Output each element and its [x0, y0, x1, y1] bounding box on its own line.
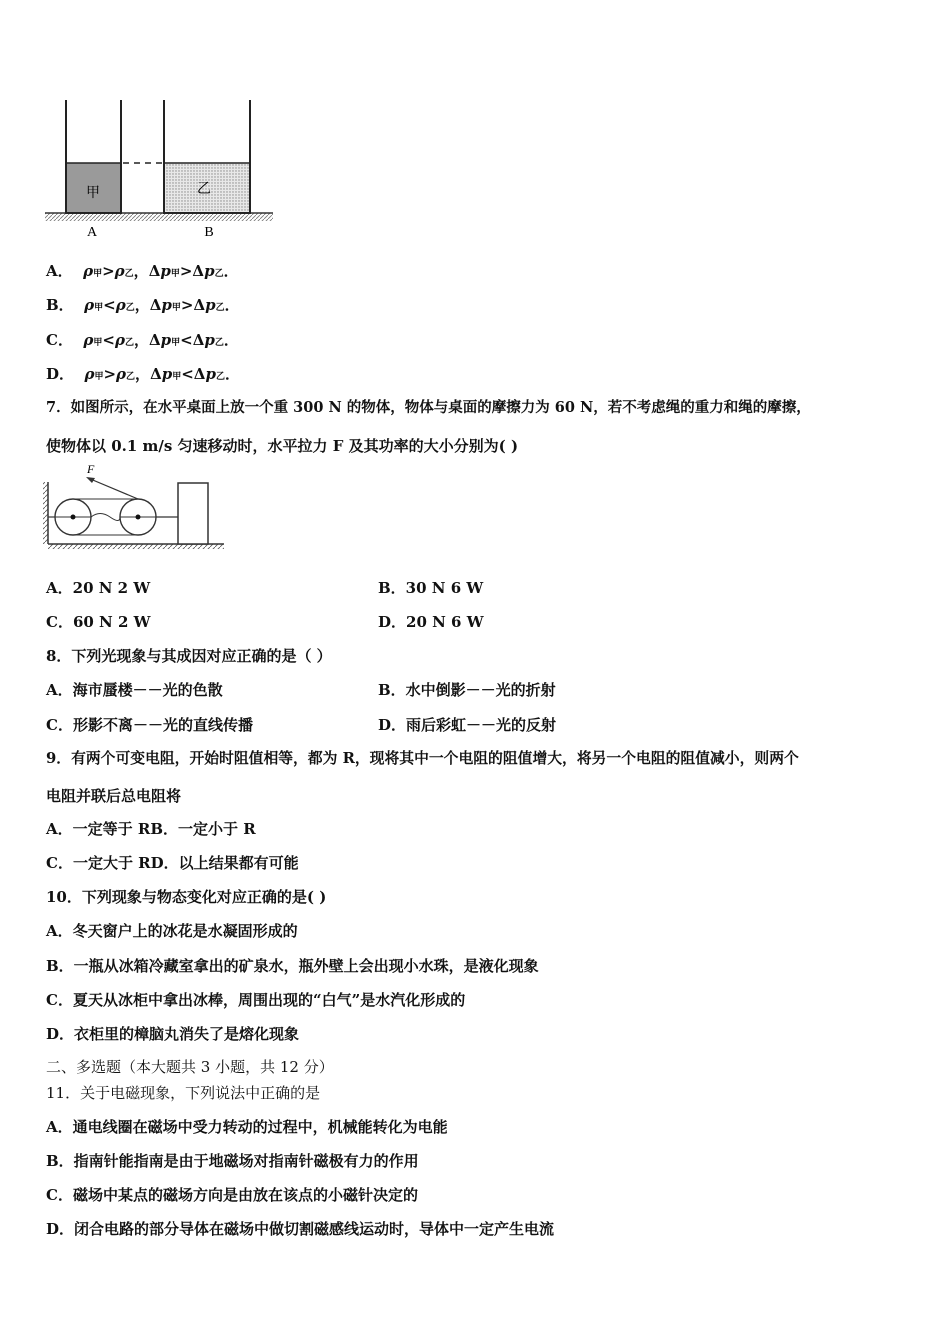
q7-option-d: D．20 N 6 W — [378, 613, 484, 631]
q11-option-d: D．闭合电路的部分导体在磁场中做切割磁感线运动时，导体中一定产生电流 — [46, 1220, 555, 1238]
q7-stem-line2: 使物体以 0.1 m/s 匀速移动时，水平拉力 F 及其功率的大小分别为( ) — [46, 437, 519, 455]
q8-option-c: C．形影不离－－光的直线传播 — [46, 716, 253, 734]
q6-option-d: D． ρ甲>ρ乙，Δp甲<Δp乙． — [46, 365, 240, 383]
section-heading-multi-choice: 二、多选题（本大题共 3 小题，共 12 分） — [46, 1058, 334, 1076]
q8-option-b: B．水中倒影－－光的折射 — [378, 681, 556, 699]
q9-stem-line1: 9．有两个可变电阻，开始时阻值相等，都为 R，现将其中一个电阻的阻值增大，将另一个电阻的阻值减小，则两个 — [46, 750, 799, 767]
label-b: B — [204, 225, 214, 240]
label-a: A — [86, 225, 98, 240]
block — [178, 483, 208, 544]
rope-pull — [88, 478, 138, 499]
q11-option-a: A．通电线圈在磁场中受力转动的过程中，机械能转化为电能 — [46, 1118, 448, 1136]
q11-option-c: C．磁场中某点的磁场方向是由放在该点的小磁针决定的 — [46, 1186, 418, 1204]
q10-option-a: A．冬天窗户上的冰花是水凝固形成的 — [46, 922, 298, 940]
q11-stem: 11．关于电磁现象，下列说法中正确的是 — [46, 1084, 321, 1102]
q6-option-a: A． ρ甲>ρ乙，Δp甲>Δp乙． — [46, 262, 239, 280]
q10-option-c: C．夏天从冰柜中拿出冰棒，周围出现的“白气”是水汽化形成的 — [46, 991, 466, 1009]
q7-option-c: C．60 N 2 W — [46, 613, 151, 631]
q8-option-a: A．海市蜃楼－－光的色散 — [46, 681, 223, 699]
containers-figure — [40, 95, 280, 245]
q6-option-b: B． ρ甲<ρ乙，Δp甲>Δp乙． — [46, 296, 240, 314]
q11-option-b: B．指南针能指南是由于地磁场对指南针磁极有力的作用 — [46, 1152, 419, 1170]
q10-stem: 10．下列现象与物态变化对应正确的是( ) — [46, 888, 327, 906]
q7-option-b: B．30 N 6 W — [378, 579, 484, 597]
ground-base — [45, 213, 273, 221]
q8-stem: 8．下列光现象与其成因对应正确的是（ ） — [46, 647, 332, 665]
q9-option-cd: C．一定大于 RD．以上结果都有可能 — [46, 854, 299, 872]
q8-option-d: D．雨后彩虹－－光的反射 — [378, 716, 557, 734]
q10-option-b: B．一瓶从冰箱冷藏室拿出的矿泉水，瓶外壁上会出现小水珠，是液化现象 — [46, 957, 539, 975]
label-yi: 乙 — [197, 181, 211, 197]
q7-option-a: A．20 N 2 W — [46, 579, 151, 597]
force-label: F — [87, 462, 95, 476]
q6-option-c: C． ρ甲<ρ乙，Δp甲<Δp乙． — [46, 331, 239, 349]
q7-stem-line1: 7．如图所示，在水平桌面上放一个重 300 N 的物体，物体与桌面的摩擦力为 60 N，若不考虑绳的重力和绳的摩擦， — [46, 399, 811, 416]
label-jia: 甲 — [86, 185, 100, 201]
q9-option-ab: A．一定等于 RB．一定小于 R — [46, 820, 256, 838]
q9-stem-line2: 电阻并联后总电阻将 — [46, 787, 182, 805]
pulley-figure — [40, 462, 230, 554]
q10-option-d: D．衣柜里的樟脑丸消失了是熔化现象 — [46, 1025, 300, 1043]
